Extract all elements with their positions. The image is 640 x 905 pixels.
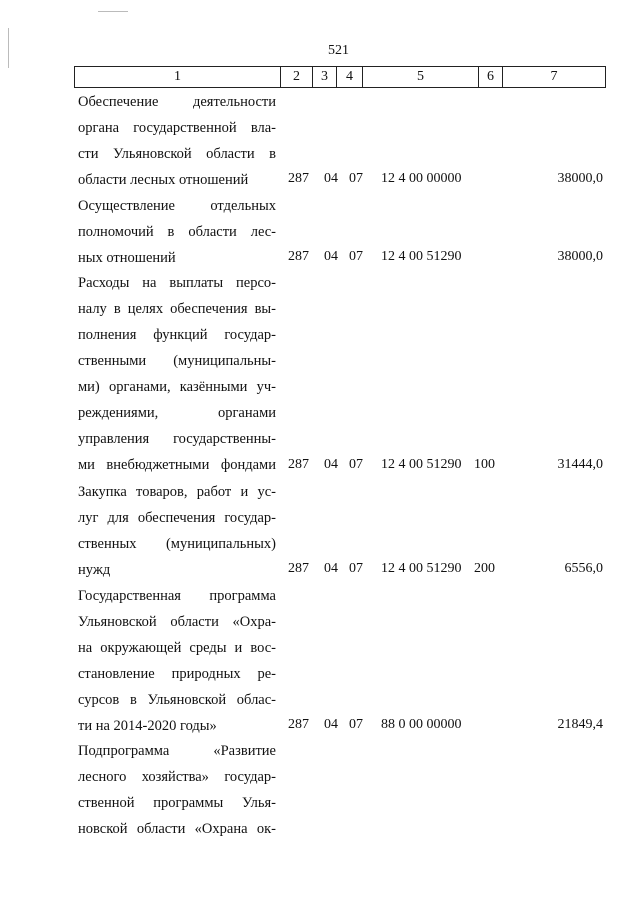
- ved-code: 287: [288, 561, 309, 576]
- description-line: Государственная программа: [78, 588, 276, 604]
- description-line: новской области «Охрана ок-: [78, 821, 276, 837]
- ved-code: 287: [288, 457, 309, 472]
- description-line: Закупка товаров, работ и ус-: [78, 484, 276, 500]
- scan-mark-left: [8, 28, 9, 68]
- description-line: полномочий в области лес-: [78, 224, 276, 240]
- description-line: полнения функций государ-: [78, 327, 276, 343]
- section-code: 04: [324, 249, 338, 264]
- description-line: луг для обеспечения государ-: [78, 510, 276, 526]
- subsection-code: 07: [349, 249, 363, 264]
- description-line: нужд: [78, 562, 111, 578]
- description-line: ственных (муниципальных): [78, 536, 276, 552]
- description-line: ми внебюджетными фондами: [78, 457, 276, 473]
- table-row-description: [78, 270, 276, 478]
- description-line: реждениями, органами: [78, 405, 276, 421]
- description-line: становление природных ре-: [78, 666, 276, 682]
- header-col-7: 7: [550, 69, 558, 84]
- description-line: ных отношений: [78, 250, 176, 266]
- description-line: области лесных отношений: [78, 172, 249, 188]
- table-row-description: [78, 583, 276, 739]
- table-row-description: [78, 193, 276, 271]
- description-line: сурсов в Ульяновской облас-: [78, 692, 276, 708]
- header-col-1: 1: [75, 67, 281, 87]
- header-col-3: 3: [313, 67, 337, 87]
- amount: 38000,0: [557, 171, 603, 186]
- description-line: Обеспечение деятельности: [78, 94, 276, 110]
- ved-code: 287: [288, 171, 309, 186]
- description-line: ми) органами, казёнными уч-: [78, 379, 276, 395]
- scan-mark-top: [98, 11, 128, 12]
- table-row-description: [78, 738, 276, 842]
- description-line: на окружающей среды и вос-: [78, 640, 276, 656]
- target-article-code: 12 4 00 51290: [381, 249, 462, 264]
- section-code: 04: [324, 561, 338, 576]
- target-article-code: 12 4 00 00000: [381, 171, 462, 186]
- section-code: 04: [324, 457, 338, 472]
- header-col-6: 6: [479, 67, 503, 87]
- description-line: ственными (муниципальны-: [78, 353, 276, 369]
- expense-type-code: 200: [474, 561, 495, 576]
- amount: 38000,0: [557, 249, 603, 264]
- ved-code: 287: [288, 717, 309, 732]
- target-article-code: 88 0 00 00000: [381, 717, 462, 732]
- subsection-code: 07: [349, 457, 363, 472]
- section-code: 04: [324, 171, 338, 186]
- header-col-2: 2: [281, 67, 313, 87]
- section-code: 04: [324, 717, 338, 732]
- description-line: Осуществление отдельных: [78, 198, 276, 214]
- ved-code: 287: [288, 249, 309, 264]
- amount: 31444,0: [557, 457, 603, 472]
- subsection-code: 07: [349, 561, 363, 576]
- amount: 6556,0: [564, 561, 603, 576]
- description-line: ственной программы Улья-: [78, 795, 276, 811]
- expense-type-code: 100: [474, 457, 495, 472]
- table-row-description: [78, 89, 276, 193]
- description-line: Подпрограмма «Развитие: [78, 743, 276, 759]
- target-article-code: 12 4 00 51290: [381, 561, 462, 576]
- subsection-code: 07: [349, 717, 363, 732]
- description-line: Ульяновской области «Охра-: [78, 614, 276, 630]
- description-line: сти Ульяновской области в: [78, 146, 276, 162]
- page-number: 521: [328, 43, 349, 58]
- description-line: органа государственной вла-: [78, 120, 276, 136]
- amount: 21849,4: [557, 717, 603, 732]
- description-line: налу в целях обеспечения вы-: [78, 301, 276, 317]
- description-line: Расходы на выплаты персо-: [78, 275, 276, 291]
- table-header: [74, 66, 606, 88]
- description-line: управления государственны-: [78, 431, 276, 447]
- header-col-4: 4: [337, 67, 363, 87]
- description-line: лесного хозяйства» государ-: [78, 769, 276, 785]
- description-line: ти на 2014-2020 годы»: [78, 718, 217, 734]
- header-col-5: 5: [363, 67, 479, 87]
- table-row-description: [78, 479, 276, 583]
- subsection-code: 07: [349, 171, 363, 186]
- target-article-code: 12 4 00 51290: [381, 457, 462, 472]
